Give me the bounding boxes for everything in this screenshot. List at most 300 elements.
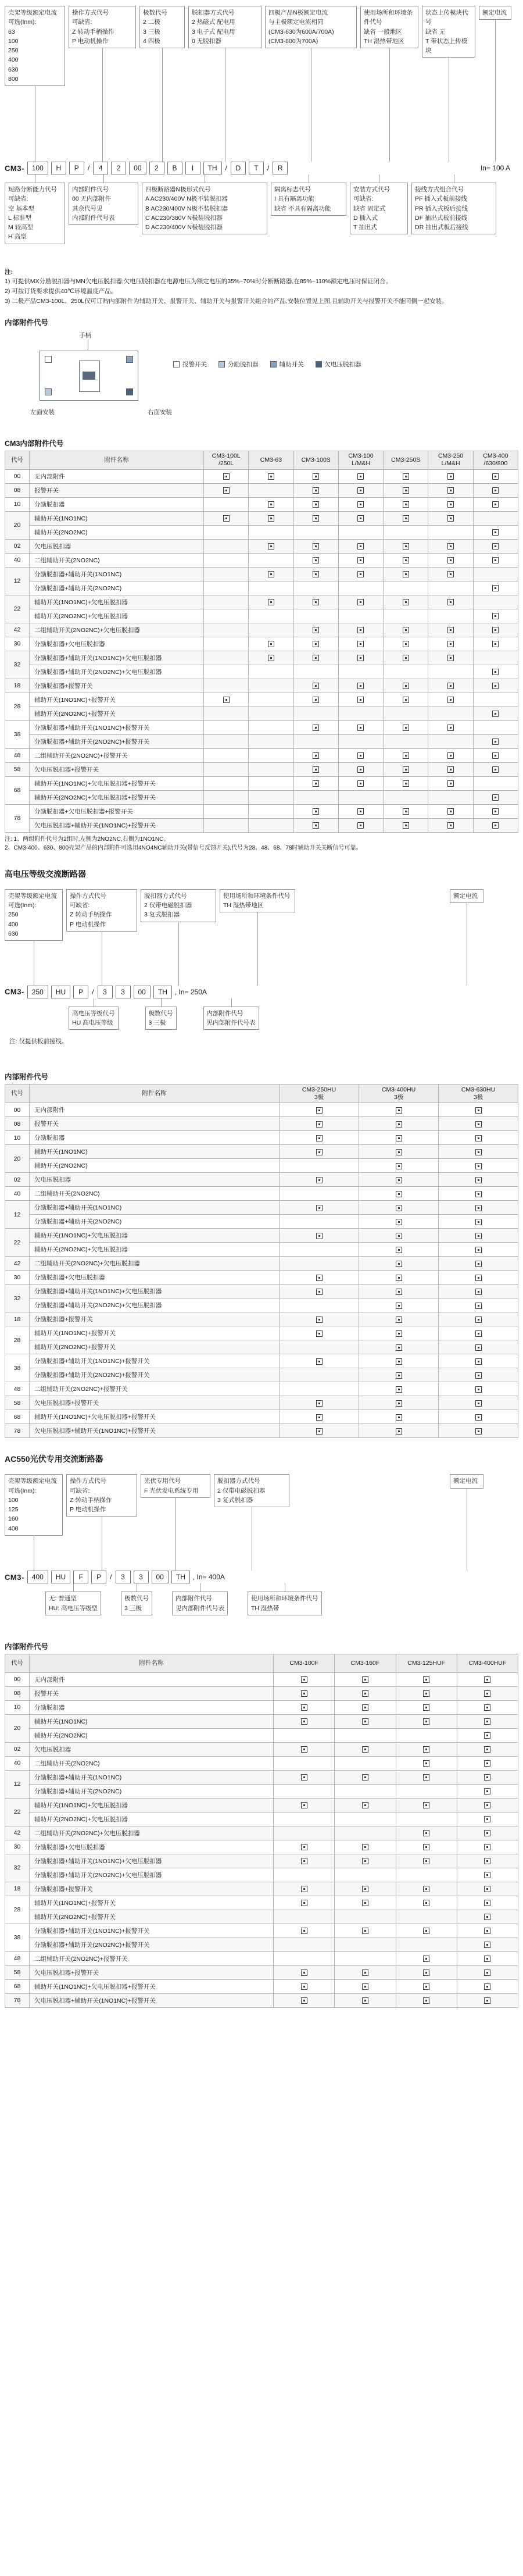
- mark-dot: [495, 629, 496, 631]
- availability-mark-icon: [403, 473, 409, 480]
- accessory-code-cell: 02: [5, 1742, 30, 1756]
- accessory-name-cell: 分励脱扣器+辅助开关(2NO2NC)+报警开关: [30, 734, 204, 748]
- accessory-name-cell: 分励脱扣器+辅助开关(1NO1NC)+报警开关: [30, 720, 204, 734]
- accessory-code-cell: 00: [5, 469, 30, 483]
- explanation-box: [422, 6, 475, 58]
- availability-mark-icon: [316, 1275, 323, 1281]
- accessory-name-cell: 二组辅助开关(2NO2NC)+欠电压脱扣器: [30, 1257, 280, 1271]
- table-row: [5, 1271, 518, 1285]
- availability-mark-icon: [475, 1344, 482, 1351]
- availability-cell: [473, 637, 518, 651]
- explanation-box-title: 额定电流: [453, 892, 478, 900]
- availability-cell: [293, 693, 338, 707]
- explanation-box-line: P 电动机操作: [70, 1506, 106, 1514]
- explanation-box: [141, 889, 216, 922]
- availability-mark-icon: [403, 822, 409, 829]
- accessory-code-cell: 40: [5, 553, 30, 567]
- mark-dot: [450, 783, 452, 784]
- availability-cell: [280, 1229, 359, 1243]
- mark-dot: [303, 1693, 305, 1694]
- explanation-box-title: 壳架等级额定电流: [8, 892, 57, 900]
- mark-dot: [364, 1930, 366, 1932]
- explanation-box-line: 3 复式脱扣器: [144, 911, 180, 919]
- availability-mark-icon: [362, 1886, 368, 1892]
- availability-mark-icon: [357, 599, 364, 605]
- accessory-code-cell: 30: [5, 1271, 30, 1285]
- availability-mark-icon: [223, 515, 230, 522]
- designation-bottom-boxes: [5, 183, 518, 244]
- general-notes: [5, 267, 518, 306]
- availability-cell: [457, 1854, 518, 1868]
- availability-mark-icon: [492, 473, 499, 480]
- explanation-box-title: 操作方式代号: [70, 1478, 106, 1485]
- explanation-box-title: 四极产品N极额定电流: [268, 9, 328, 16]
- availability-mark-icon: [475, 1330, 482, 1337]
- table-row: [5, 483, 518, 497]
- availability-mark-icon: [396, 1289, 402, 1295]
- availability-mark-icon: [301, 1844, 307, 1850]
- accessory-name-cell: 欠电压脱扣器+辅助开关(1NO1NC)+报警开关: [30, 1993, 274, 2007]
- accessory-name-cell: 分励脱扣器+辅助开关(1NO1NC): [30, 1201, 280, 1215]
- table-row: [5, 693, 518, 707]
- availability-mark-icon: [357, 627, 364, 633]
- availability-cell: [439, 1368, 518, 1382]
- accessory-name-cell: 欠电压脱扣器: [30, 539, 204, 553]
- table-row: [5, 1201, 518, 1215]
- model-code-segment: HU: [51, 986, 70, 998]
- section3-title: AC550光伏专用交流断路器: [5, 1454, 103, 1464]
- model-column-header: [280, 1084, 359, 1103]
- availability-mark-icon: [396, 1358, 402, 1365]
- availability-cell: [428, 595, 473, 609]
- mark-dot: [478, 1207, 479, 1209]
- availability-mark-icon: [423, 1830, 429, 1836]
- availability-mark-icon: [396, 1303, 402, 1309]
- mark-dot: [495, 741, 496, 743]
- explanation-box: [141, 1474, 210, 1498]
- connector-line: [257, 912, 258, 985]
- accessory-name-cell: 分励脱扣器+欠电压脱扣器: [30, 1840, 274, 1854]
- availability-cell: [293, 483, 338, 497]
- accessory-name-cell: 分励脱扣器+辅助开关(1NO1NC)+欠电压脱扣器: [30, 651, 204, 665]
- mount-caption-left: 左面安装: [30, 408, 55, 416]
- availability-cell: [428, 539, 473, 553]
- mark-dot: [425, 1930, 427, 1932]
- availability-mark-icon: [484, 1830, 490, 1836]
- mark-dot: [303, 1902, 305, 1904]
- model-name-line: CM3-400HUF: [468, 1659, 507, 1667]
- explanation-box: [203, 1007, 259, 1030]
- availability-cell: [439, 1271, 518, 1285]
- accessory-code-cell: 08: [5, 1117, 30, 1131]
- availability-mark-icon: [301, 1746, 307, 1753]
- availability-cell: [473, 762, 518, 776]
- availability-cell: [473, 623, 518, 637]
- breaker-handle: [79, 361, 100, 392]
- explanation-box-title: 状态上传模块代号: [425, 9, 468, 26]
- mark-dot: [405, 643, 407, 645]
- availability-mark-icon: [423, 1970, 429, 1976]
- mark-dot: [270, 545, 272, 547]
- availability-mark-icon: [268, 655, 274, 661]
- explanation-box: [5, 6, 65, 86]
- 分励脱扣器-legend-swatch: [218, 361, 225, 368]
- accessory-name-cell: 无内部附件: [30, 1672, 274, 1686]
- explanation-box-line: 2 二极: [143, 19, 160, 26]
- model-code-row: [5, 162, 518, 174]
- availability-mark-icon: [492, 738, 499, 745]
- availability-cell: [293, 748, 338, 762]
- availability-cell: [396, 1993, 457, 2007]
- model-name-line: CM3-160F: [350, 1659, 380, 1667]
- model-code-segment: 2: [149, 162, 164, 174]
- availability-cell: [335, 1910, 396, 1924]
- availability-cell: [274, 1686, 335, 1700]
- availability-mark-icon: [484, 1970, 490, 1976]
- mark-dot: [270, 657, 272, 659]
- mark-dot: [478, 1235, 479, 1237]
- model-name-line: CM3-125HUF: [407, 1659, 445, 1667]
- cm3-accessory-table-section: [0, 438, 523, 853]
- availability-mark-icon: [492, 794, 499, 801]
- availability-cell: [384, 734, 428, 748]
- accessory-name-cell: 欠电压脱扣器+报警开关: [30, 1965, 274, 1979]
- note-item: 1) 可提供MX分励脱扣器与MN欠电压脱扣器;欠电压脱扣器在电源电压为额定电压的35%~70%时分断断路器,在85%~110%额定电压时保证闭合。: [5, 278, 392, 286]
- availability-cell: [280, 1159, 359, 1173]
- accessory-name-cell: 二组辅助开关(2NO2NC): [30, 553, 204, 567]
- table-row: [5, 707, 518, 720]
- explanation-box: [360, 6, 418, 48]
- explanation-box-title: 使用场所和环境条件代号: [251, 1595, 318, 1603]
- availability-cell: [473, 609, 518, 623]
- availability-mark-icon: [403, 725, 409, 731]
- availability-cell: [335, 1672, 396, 1686]
- explanation-box-title: 操作方式代号: [70, 892, 106, 900]
- explanation-box-line: 250: [8, 47, 19, 55]
- availability-cell: [396, 1896, 457, 1910]
- table1-title: CM3内部附件代号: [5, 439, 64, 448]
- availability-cell: [439, 1285, 518, 1298]
- model-code-segment: 3: [116, 986, 131, 998]
- availability-mark-icon: [301, 1997, 307, 2004]
- availability-cell: [204, 525, 249, 539]
- mark-dot: [318, 1333, 320, 1335]
- mark-dot: [486, 1958, 488, 1960]
- mark-dot: [405, 504, 407, 505]
- availability-mark-icon: [423, 1690, 429, 1697]
- availability-mark-icon: [484, 1997, 490, 2004]
- mark-dot: [270, 573, 272, 575]
- availability-cell: [473, 679, 518, 693]
- availability-mark-icon: [447, 501, 454, 508]
- availability-cell: [439, 1159, 518, 1173]
- availability-cell: [335, 1854, 396, 1868]
- mark-dot: [315, 545, 317, 547]
- mark-dot: [364, 1749, 366, 1750]
- explanation-box-line: 可选(Inm):: [8, 902, 37, 909]
- availability-cell: [335, 1742, 396, 1756]
- mark-dot: [360, 545, 361, 547]
- mark-dot: [360, 643, 361, 645]
- explanation-box-line: P 电动机操作: [72, 37, 109, 45]
- mark-dot: [478, 1417, 479, 1418]
- availability-cell: [428, 567, 473, 581]
- table-note-line: 注: 1、两组附件代号为2组时,左侧为2NO2NC,右侧为1NO1NC。: [5, 836, 170, 843]
- mark-dot: [478, 1123, 479, 1125]
- designation-top-boxes: [5, 6, 518, 152]
- availability-mark-icon: [313, 655, 319, 661]
- availability-cell: [249, 567, 293, 581]
- availability-cell: [280, 1117, 359, 1131]
- availability-mark-icon: [396, 1233, 402, 1239]
- availability-cell: [249, 776, 293, 790]
- model-name-line: CM3-400: [483, 452, 508, 460]
- model-name-line: /630/800: [483, 460, 508, 468]
- availability-cell: [293, 539, 338, 553]
- explanation-box-line: L 标准型: [8, 214, 31, 222]
- mark-dot: [364, 1846, 366, 1848]
- availability-mark-icon: [396, 1135, 402, 1141]
- model-series-label: CM3-: [5, 987, 24, 997]
- table-row: [5, 1312, 518, 1326]
- mark-dot: [315, 825, 317, 826]
- availability-cell: [274, 1882, 335, 1896]
- table-row: [5, 1354, 518, 1368]
- mark-dot: [425, 1762, 427, 1764]
- mark-dot: [360, 504, 361, 505]
- availability-mark-icon: [475, 1414, 482, 1421]
- model-code-segment: /: [110, 1573, 112, 1582]
- availability-cell: [384, 665, 428, 679]
- availability-mark-icon: [362, 1676, 368, 1683]
- availability-cell: [384, 707, 428, 720]
- accessory-name-cell: 辅助开关(1NO1NC)+欠电压脱扣器+报警开关: [30, 1979, 274, 1993]
- table-row: [5, 1798, 518, 1812]
- accessory-code-cell: 32: [5, 1854, 30, 1882]
- mark-dot: [318, 1235, 320, 1237]
- table-row: [5, 1979, 518, 1993]
- mark-dot: [315, 476, 317, 477]
- availability-mark-icon: [484, 1802, 490, 1808]
- mark-dot: [486, 1818, 488, 1820]
- mark-dot: [315, 783, 317, 784]
- availability-cell: [428, 734, 473, 748]
- table-header: [5, 451, 518, 469]
- model-code-segment: TH: [153, 986, 172, 998]
- explanation-box: [66, 889, 137, 932]
- explanation-box-line: C AC230/380V N极装脱扣器: [145, 214, 223, 222]
- availability-cell: [359, 1201, 439, 1215]
- availability-cell: [338, 818, 383, 832]
- availability-cell: [384, 748, 428, 762]
- accessory-name-cell: 无内部附件: [30, 1103, 280, 1117]
- mark-dot: [495, 587, 496, 589]
- availability-mark-icon: [313, 473, 319, 480]
- mark-dot: [225, 476, 227, 477]
- mark-dot: [270, 643, 272, 645]
- availability-cell: [396, 1686, 457, 1700]
- availability-cell: [428, 790, 473, 804]
- model-code-segment: TH: [171, 1571, 190, 1583]
- explanation-box-line: 2 热磁式 配电用: [192, 19, 235, 26]
- availability-mark-icon: [357, 697, 364, 703]
- availability-cell: [293, 790, 338, 804]
- mark-dot: [315, 657, 317, 659]
- availability-mark-icon: [492, 529, 499, 536]
- accessory-name-cell: 欠电压脱扣器+报警开关: [30, 762, 204, 776]
- model-code-segment: 400: [27, 1571, 48, 1583]
- explanation-box: [188, 6, 262, 48]
- availability-cell: [335, 1700, 396, 1714]
- model-code-segment: T: [249, 162, 264, 174]
- availability-mark-icon: [475, 1135, 482, 1141]
- availability-cell: [293, 525, 338, 539]
- mark-dot: [270, 504, 272, 505]
- table-row: [5, 1145, 518, 1159]
- availability-cell: [335, 1826, 396, 1840]
- availability-cell: [428, 720, 473, 734]
- availability-mark-icon: [357, 515, 364, 522]
- availability-mark-icon: [484, 1858, 490, 1864]
- legend-label: 辅助开关: [279, 361, 304, 368]
- availability-cell: [249, 804, 293, 818]
- mark-dot: [450, 490, 452, 491]
- availability-cell: [359, 1340, 439, 1354]
- table2-title: 内部附件代号: [5, 1073, 49, 1082]
- mark-dot: [398, 1277, 400, 1279]
- accessory-name-cell: 二组辅助开关(2NO2NC): [30, 1756, 274, 1770]
- explanation-box-title: 壳架等级额定电流: [8, 9, 57, 16]
- explanation-box: [69, 6, 136, 48]
- availability-cell: [338, 762, 383, 776]
- accessory-name-cell: 辅助开关(1NO1NC)+欠电压脱扣器+报警开关: [30, 1410, 280, 1424]
- mark-dot: [315, 769, 317, 770]
- accessory-name-cell: 报警开关: [30, 483, 204, 497]
- mark-dot: [486, 1860, 488, 1862]
- availability-mark-icon: [313, 501, 319, 508]
- explanation-box: [265, 6, 357, 48]
- availability-mark-icon: [447, 822, 454, 829]
- availability-mark-icon: [396, 1414, 402, 1421]
- accessory-code-cell: 58: [5, 1965, 30, 1979]
- availability-mark-icon: [301, 1704, 307, 1711]
- explanation-box-line: 可缺省:: [70, 1487, 90, 1494]
- mark-dot: [318, 1109, 320, 1111]
- explanation-box-line: 3 三极: [148, 1019, 166, 1027]
- availability-cell: [274, 1812, 335, 1826]
- availability-cell: [396, 1742, 457, 1756]
- accessory-name-cell: 辅助开关(2NO2NC): [30, 1728, 274, 1742]
- explanation-box-line: 3 电子式 配电用: [192, 28, 235, 35]
- model-code-segment: D: [231, 162, 246, 174]
- availability-cell: [359, 1131, 439, 1145]
- accessory-name-cell: 辅助开关(2NO2NC)+欠电压脱扣器: [30, 1243, 280, 1257]
- explanation-box-line: B AC230/400V N极不装脱扣器: [145, 205, 228, 212]
- availability-cell: [338, 720, 383, 734]
- availability-mark-icon: [316, 1149, 323, 1155]
- availability-mark-icon: [447, 780, 454, 787]
- availability-cell: [249, 525, 293, 539]
- explanation-box: [479, 6, 511, 20]
- model-code-row: [5, 1571, 518, 1583]
- availability-cell: [204, 720, 249, 734]
- availability-mark-icon: [484, 1788, 490, 1794]
- mark-dot: [495, 476, 496, 477]
- availability-cell: [384, 539, 428, 553]
- explanation-box-line: P 电动机操作: [70, 920, 106, 928]
- explanation-box: [142, 183, 267, 234]
- explanation-box-title: 安装方式代号: [353, 186, 390, 193]
- availability-cell: [396, 1951, 457, 1965]
- mark-dot: [315, 727, 317, 729]
- mark-dot: [405, 811, 407, 812]
- table-row: [5, 637, 518, 651]
- availability-cell: [439, 1187, 518, 1201]
- mark-dot: [425, 1902, 427, 1904]
- accessory-name-cell: 分励脱扣器+报警开关: [30, 1312, 280, 1326]
- availability-mark-icon: [223, 487, 230, 494]
- accessory-code-cell: 30: [5, 1840, 30, 1854]
- availability-cell: [335, 1714, 396, 1728]
- mark-dot: [405, 699, 407, 701]
- availability-cell: [384, 469, 428, 483]
- availability-cell: [428, 497, 473, 511]
- availability-cell: [473, 665, 518, 679]
- availability-cell: [384, 762, 428, 776]
- availability-mark-icon: [362, 1844, 368, 1850]
- availability-cell: [473, 790, 518, 804]
- availability-cell: [457, 1882, 518, 1896]
- availability-mark-icon: [362, 1802, 368, 1808]
- mark-dot: [318, 1137, 320, 1139]
- explanation-box-line: HU 高电压等级: [72, 1019, 113, 1027]
- availability-cell: [457, 1938, 518, 1951]
- availability-mark-icon: [357, 501, 364, 508]
- table-row: [5, 1700, 518, 1714]
- mark-dot: [398, 1430, 400, 1432]
- model-code-segment: R: [273, 162, 288, 174]
- table-row: [5, 720, 518, 734]
- accessory-name-cell: 分励脱扣器+辅助开关(1NO1NC): [30, 567, 204, 581]
- availability-cell: [293, 665, 338, 679]
- availability-cell: [293, 609, 338, 623]
- explanation-box-title: 接线方式组合代号: [415, 186, 464, 193]
- availability-mark-icon: [403, 766, 409, 773]
- table1-notes: [5, 835, 518, 853]
- availability-cell: [473, 707, 518, 720]
- table-row: [5, 1173, 518, 1187]
- availability-mark-icon: [403, 571, 409, 577]
- mark-dot: [495, 769, 496, 770]
- explanation-box-line: D 插入式: [353, 214, 378, 222]
- mark-dot: [303, 1846, 305, 1848]
- table-row: [5, 1812, 518, 1826]
- availability-cell: [280, 1340, 359, 1354]
- model-name-line: CM3-250HU: [302, 1086, 336, 1093]
- availability-cell: [338, 581, 383, 595]
- mark-dot: [425, 1707, 427, 1708]
- accessory-code-cell: 68: [5, 1410, 30, 1424]
- availability-cell: [249, 734, 293, 748]
- mark-dot: [303, 1679, 305, 1681]
- mark-dot: [318, 1207, 320, 1209]
- mark-dot: [318, 1277, 320, 1279]
- availability-cell: [439, 1340, 518, 1354]
- mark-dot: [478, 1403, 479, 1404]
- availability-mark-icon: [484, 1872, 490, 1878]
- availability-mark-icon: [447, 627, 454, 633]
- availability-cell: [457, 1770, 518, 1784]
